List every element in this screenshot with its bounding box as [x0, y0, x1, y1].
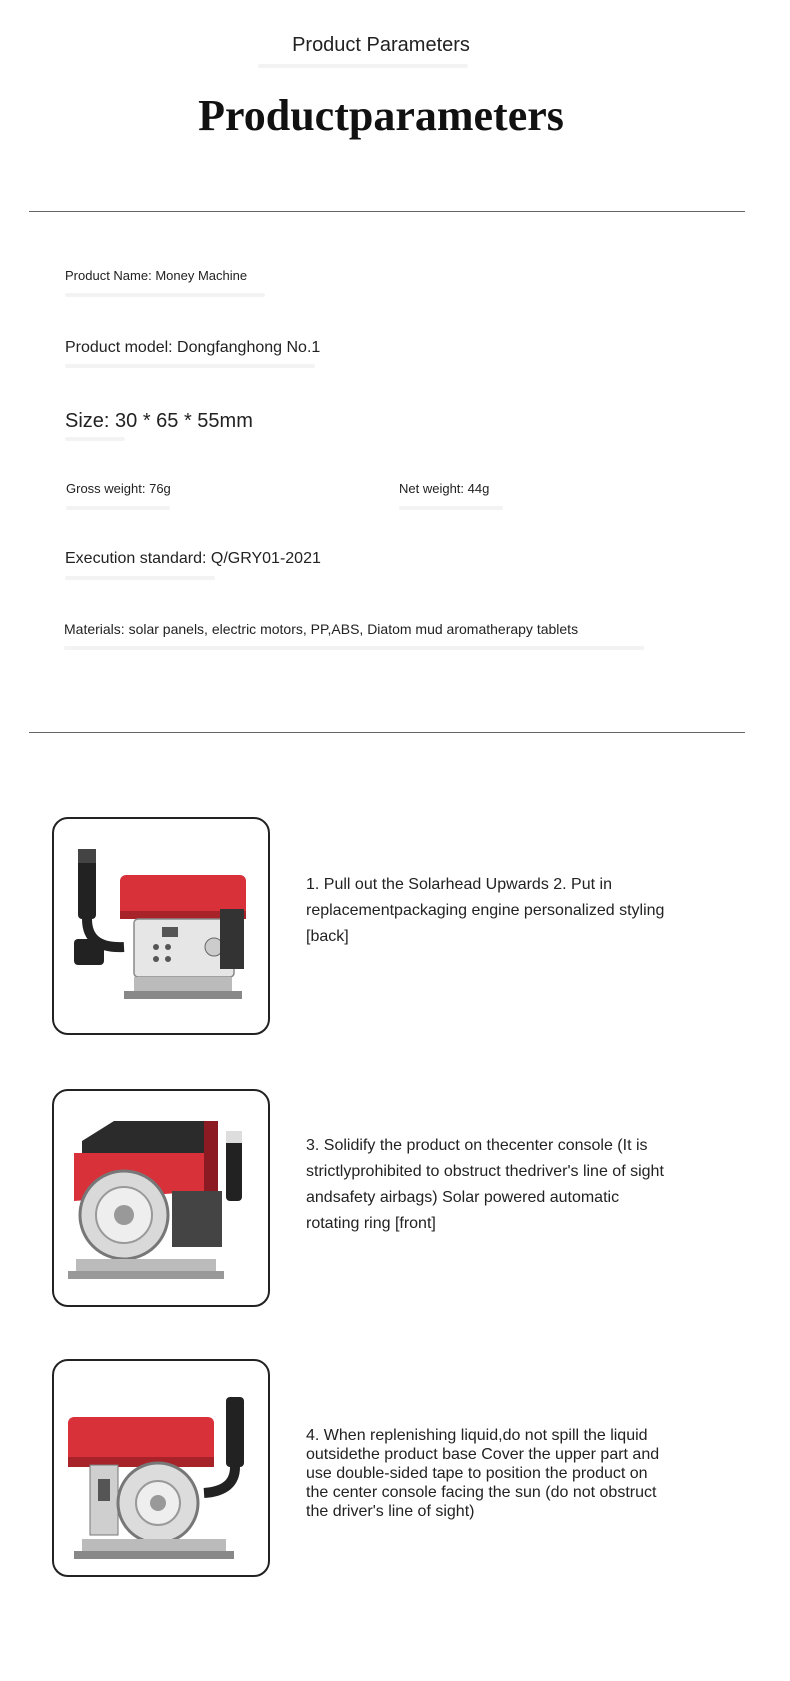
param-execution-standard: Execution standard: Q/GRY01-2021: [65, 550, 321, 567]
faded-line: [65, 364, 315, 368]
section-subtitle: Product Parameters: [292, 34, 470, 56]
faded-line: [66, 506, 170, 510]
faded-caption: [258, 64, 468, 68]
param-net-weight: Net weight: 44g: [399, 481, 490, 496]
page-title: Productparameters: [198, 91, 564, 140]
step-text-2: 3. Solidify the product on thecenter console (It is strictlyprohibited to obstruct thedriver's line of sight andsafety airbags) Solar powered automatic rotating ring [front]: [306, 1137, 664, 1232]
param-product-model: Product model: Dongfanghong No.1: [65, 339, 321, 356]
engine-back-illustration: [54, 819, 268, 1033]
param-size: Size: 30 * 65 * 55mm: [65, 410, 253, 432]
divider-bottom: [29, 732, 745, 733]
product-image-front: [52, 1089, 270, 1307]
divider-top: [29, 211, 745, 212]
faded-line: [65, 576, 215, 580]
param-materials: Materials: solar panels, electric motors, PP,ABS, Diatom mud aromatherapy tablets: [64, 621, 579, 637]
engine-front-illustration: [54, 1091, 268, 1305]
engine-side-illustration: [54, 1361, 268, 1575]
product-image-side: [52, 1359, 270, 1577]
faded-line: [64, 646, 644, 650]
param-gross-weight: Gross weight: 76g: [66, 481, 171, 496]
param-product-name: Product Name: Money Machine: [65, 268, 248, 283]
faded-line: [399, 506, 503, 510]
faded-line: [65, 437, 125, 441]
faded-line: [65, 293, 265, 297]
step-text-3: 4. When replenishing liquid,do not spill the liquid outsidethe product base Cover the upper part and use double-sided tape to position the product on the center console facing the sun (do not obstruct the driver's line of sight): [306, 1427, 660, 1520]
step-text-1: 1. Pull out the Solarhead Upwards 2. Put in replacementpackaging engine personalized styling [back]: [306, 876, 665, 945]
product-image-back: [52, 817, 270, 1035]
